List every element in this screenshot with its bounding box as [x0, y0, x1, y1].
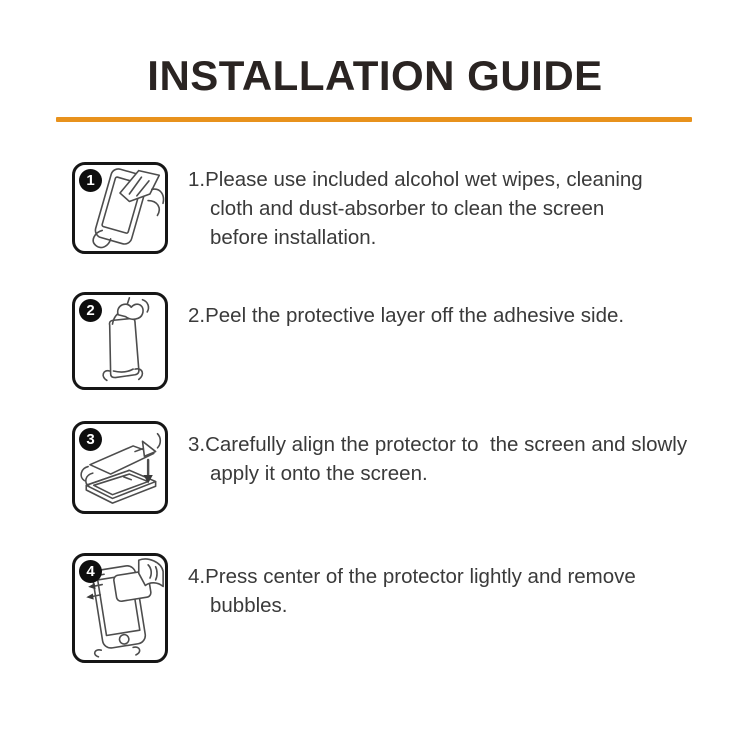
step-4-icon-box — [72, 553, 168, 663]
step-number-badge: 1 — [79, 169, 102, 192]
step-text-line: 2.Peel the protective layer off the adhesive side. — [188, 304, 625, 327]
step-1-text — [188, 165, 733, 252]
step-text-line: cloth and dust-absorber to clean the screen — [210, 197, 605, 220]
step-2-text — [188, 301, 733, 330]
step-3-text — [188, 430, 733, 488]
step-1-icon-box — [72, 162, 168, 254]
step-text-line: 3.Carefully align the protector to the screen and slowly — [188, 433, 688, 456]
step-number-badge: 4 — [79, 560, 102, 583]
step-text-line: before installation. — [210, 226, 377, 249]
step-text-line: apply it onto the screen. — [210, 462, 428, 485]
step-text-line: 4.Press center of the protector lightly and remove — [188, 565, 636, 588]
step-text-line: 1.Please use included alcohol wet wipes, cleaning — [188, 168, 643, 191]
step-2-icon-box — [72, 292, 168, 390]
step-4-text — [188, 562, 733, 620]
page-title: INSTALLATION GUIDE — [147, 52, 603, 99]
step-number-badge: 3 — [79, 428, 102, 451]
accent-divider — [56, 117, 692, 122]
step-3-icon-box — [72, 421, 168, 514]
step-text-line: bubbles. — [210, 594, 288, 617]
step-number-badge: 2 — [79, 299, 102, 322]
